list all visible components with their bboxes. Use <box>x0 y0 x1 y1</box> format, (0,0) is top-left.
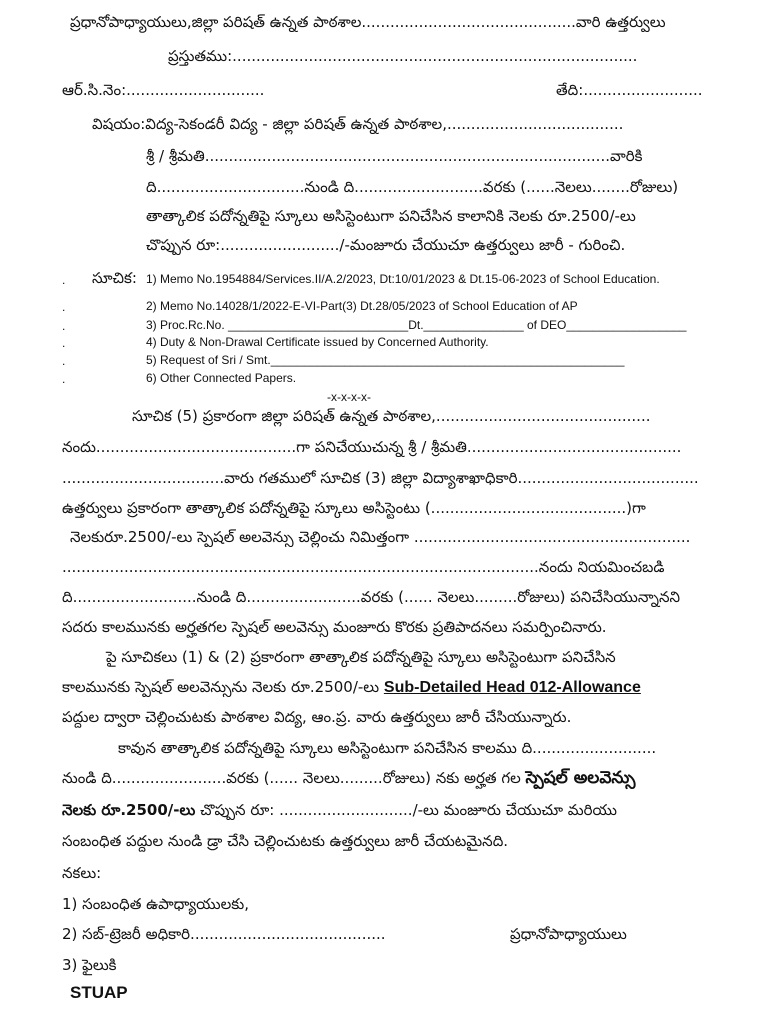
copy-item-3: 3) ఫైలుకి <box>62 956 117 974</box>
references-label: సూచిక: <box>92 269 137 287</box>
reference-item-2: 2) Memo No.14028/1/2022-E-VI-Part(3) Dt.28/05/2023 of School Education of AP <box>146 299 578 313</box>
ref-dot: . <box>62 336 66 350</box>
body-p2-line-1: పై సూచికలు (1) & (2) ప్రకారంగా తాత్కాలిక పదోన్నతిపై స్కూలు అసిస్టెంటుగా పనిచేసిన <box>106 648 616 666</box>
body-p3-line-2-text: నుండి ది........................వరకు (...... నెలలు.........రోజులు) నకు అర్హత గల <box>62 769 526 787</box>
separator: -x-x-x-x- <box>327 390 371 404</box>
body-line-2: నందు..........................................గా పనిచేయుచున్న శ్రీ / శ్రీమతి............................................. <box>62 438 682 456</box>
ref-dot: . <box>62 300 66 314</box>
subject-line-3: ది...............................నుండి ది...........................వరకు (......నెలలు........రోజులు) <box>146 178 679 196</box>
date-field: తేది:......................... <box>556 81 703 99</box>
footer-stuap: STUAP <box>70 983 128 1002</box>
reference-item-3: 3) Proc.Rc.No. ___________________________Dt._______________ of DEO__________________ <box>146 318 687 332</box>
subject-line-5: చొప్పున రూ:........................./-మంజూరు చేయుచూ ఉత్తర్వులు జారీ - గురించి. <box>146 236 626 254</box>
subject-line-4: తాత్కాలిక పదోన్నతిపై స్కూలు అసిస్టెంటుగా పనిచేసిన కాలానికి నెలకు రూ.2500/-లు <box>146 207 636 225</box>
body-p3-line-3-text: చొప్పున రూ: ............................/-లు మంజూరు చేయుచూ మరియు <box>195 801 617 819</box>
body-p2-line-2-text: కాలమునకు స్పెషల్ అలవెన్సును నెలకు రూ.2500/-లు <box>62 678 384 696</box>
body-line-5: నెలకురూ.2500/-లు స్పెషల్ అలవెన్సు చెల్లించు నిమిత్తంగా .......................................................... <box>70 528 691 546</box>
body-line-7: ది..........................నుండి ది........................వరకు (...... నెలలు.........రోజులు) పనిచేసియున్నానని <box>62 588 681 606</box>
subject-line-1: విషయం:విద్య-సెకండరీ విద్య - జిల్లా పరిషత్ ఉన్నత పాఠశాల,..................................... <box>92 115 624 133</box>
body-line-1: సూచిక (5) ప్రకారంగా జిల్లా పరిషత్ ఉన్నత పాఠశాల,............................................. <box>132 407 651 425</box>
ref-dot: . <box>62 372 66 386</box>
copies-label: నకలు: <box>62 864 102 882</box>
monthly-amount-bold: నెలకు రూ.2500/-లు <box>62 801 196 819</box>
header-line-2: ప్రస్తుతము:..................................................................................... <box>168 47 638 65</box>
body-p3-line-1: కావున తాత్కాలిక పదోన్నతిపై స్కూలు అసిస్టెంటుగా పనిచేసిన కాలము ది.......................... <box>118 739 657 757</box>
copy-item-1: 1) సంబంధిత ఉపాధ్యాయులకు, <box>62 895 249 913</box>
sub-detailed-head: Sub-Detailed Head 012-Allowance <box>383 679 641 696</box>
reference-item-6: 6) Other Connected Papers. <box>146 371 297 385</box>
body-p3-line-3 <box>62 800 617 820</box>
special-allowance-bold: స్పెషల్ అలవెన్సు <box>525 768 636 788</box>
ref-dot: . <box>62 354 66 368</box>
reference-item-1: 1) Memo No.1954884/Services.II/A.2/2023, Dt:10/01/2023 & Dt.15-06-2023 of School Education. <box>146 272 660 286</box>
copy-item-2: 2) సబ్-ట్రెజరీ అధికారి......................................... <box>62 925 386 943</box>
reference-item-5: 5) Request of Sri / Smt._____________________________________________________ <box>146 353 625 367</box>
body-p2-line-2 <box>62 677 641 698</box>
body-line-3: ..................................వారు గతములో సూచిక (3) జిల్లా విద్యాశాఖాధికారి...................................... <box>62 469 699 487</box>
body-line-8: సదరు కాలమునకు అర్హతగల స్పెషల్ అలవెన్సు మంజూరు కొరకు ప్రతిపాదనలు సమర్పించినారు. <box>62 618 607 636</box>
body-p3-line-2 <box>62 768 635 788</box>
signature-title: ప్రధానోపాధ్యాయులు <box>510 925 627 943</box>
body-p3-line-4: సంబంధిత పద్దుల నుండి డ్రా చేసి చెల్లించుటకు ఉత్తర్వులు జారీ చేయటమైనది. <box>62 832 509 850</box>
reference-number: ఆర్.సి.నెం:............................. <box>62 81 265 99</box>
ref-dot: . <box>62 319 66 333</box>
ref-dot: . <box>62 273 66 287</box>
body-line-6: ....................................................................................................నందు నియమించబడి <box>62 558 665 576</box>
header-line-1: ప్రధానోపాధ్యాయులు,జిల్లా పరిషత్ ఉన్నత పాఠశాల.............................................వారి ఉత్తర్వులు <box>70 13 666 31</box>
reference-item-4: 4) Duty & Non-Drawal Certificate issued by Concerned Authority. <box>146 335 489 349</box>
body-line-4: ఉత్తర్వులు ప్రకారంగా తాత్కాలిక పదోన్నతిపై స్కూలు అసిస్టెంటు (.........................................)గా <box>62 499 646 517</box>
body-p2-line-3: పద్దుల ద్వారా చెల్లించుటకు పాఠశాల విద్య, ఆం.ప్ర. వారు ఉత్తర్వులు జారీ చేసియున్నారు. <box>62 708 572 726</box>
subject-line-2: శ్రీ / శ్రీమతి.....................................................................................వారికి <box>146 147 643 165</box>
